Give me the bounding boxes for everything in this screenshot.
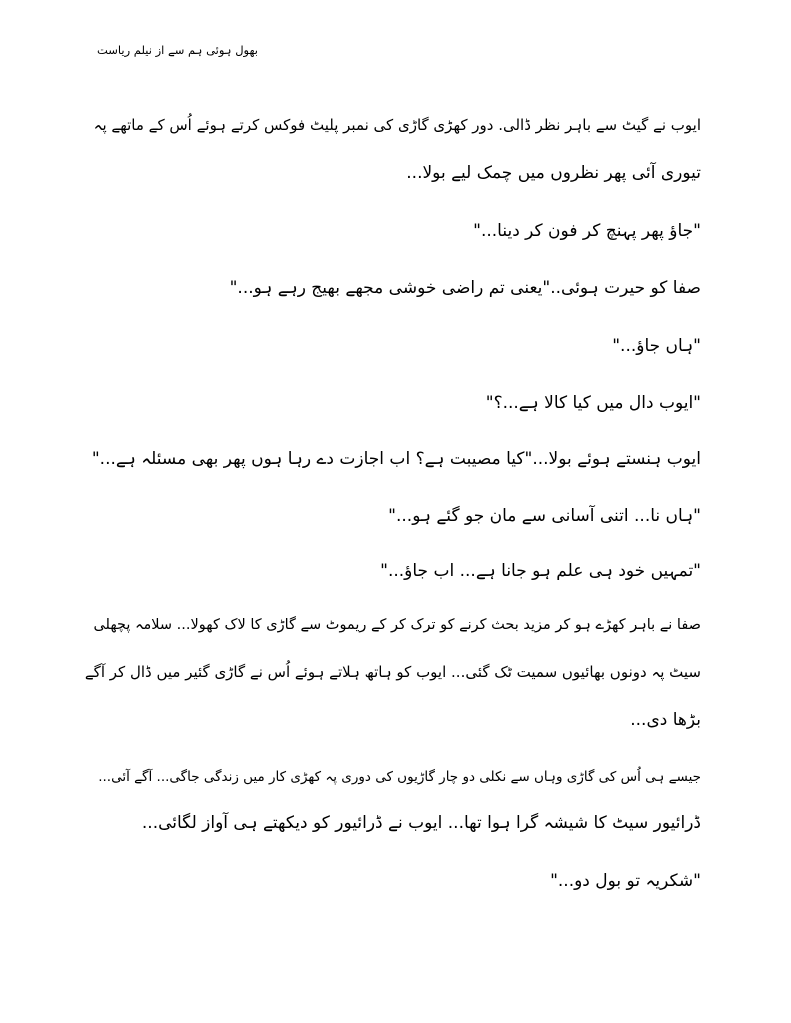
- text-line: تیوری آئی پھر نظروں میں چمک لیے بولا...: [406, 163, 701, 183]
- text-line: بڑھا دی...: [630, 710, 701, 730]
- text-line: ایوب ہنستے ہوئے بولا..."کیا مصیبت ہے؟ اب اجازت دے رہا ہوں پھر بھی مسئلہ ہے...": [91, 449, 701, 469]
- text-line: صفا نے باہر کھڑے ہو کر مزید بحث کرنے کو ترک کر کے ریموٹ سے گاڑی کا لاک کھولا... سلامہ پچھلی: [93, 617, 701, 633]
- text-line: "شکریہ تو بول دو...": [550, 871, 701, 891]
- text-line: "تمہیں خود ہی علم ہو جانا ہے... اب جاؤ...": [380, 561, 701, 581]
- text-line: ایوب نے گیٹ سے باہر نظر ڈالی. دور کھڑی گاڑی کی نمبر پلیٹ فوکس کرتے ہوئے اُس کے ماتھے پہ: [93, 116, 701, 134]
- text-line: "ہاں جاؤ...": [612, 336, 701, 356]
- page-header: بھول ہوئی ہم سے از نیلم ریاست: [96, 43, 258, 57]
- text-line: سیٹ پہ دونوں بھائیوں سمیت ٹک گئی... ایوب کو ہاتھ ہلاتے ہوئے اُس نے گاڑی گئیر میں ڈال کر آگے: [84, 663, 701, 681]
- text-line: "ہاں نا... اتنی آسانی سے مان جو گئے ہو...": [388, 506, 701, 526]
- text-line: "ایوب دال میں کیا کالا ہے...؟": [485, 393, 701, 413]
- text-line: ڈرائیور سیٹ کا شیشہ گرا ہوا تھا... ایوب نے ڈرائیور کو دیکھتے ہی آواز لگائی...: [141, 813, 701, 833]
- text-line: جیسے ہی اُس کی گاڑی وہاں سے نکلی دو چار گاڑیوں کی دوری پہ کھڑی کار میں زندگی جاگی... آگے آئی...: [98, 769, 701, 785]
- text-line: صفا کو حیرت ہوئی.."یعنی تم راضی خوشی مجھے بھیج رہے ہو...": [229, 278, 701, 298]
- text-line: "جاؤ پھر پہنچ کر فون کر دینا...": [473, 221, 701, 241]
